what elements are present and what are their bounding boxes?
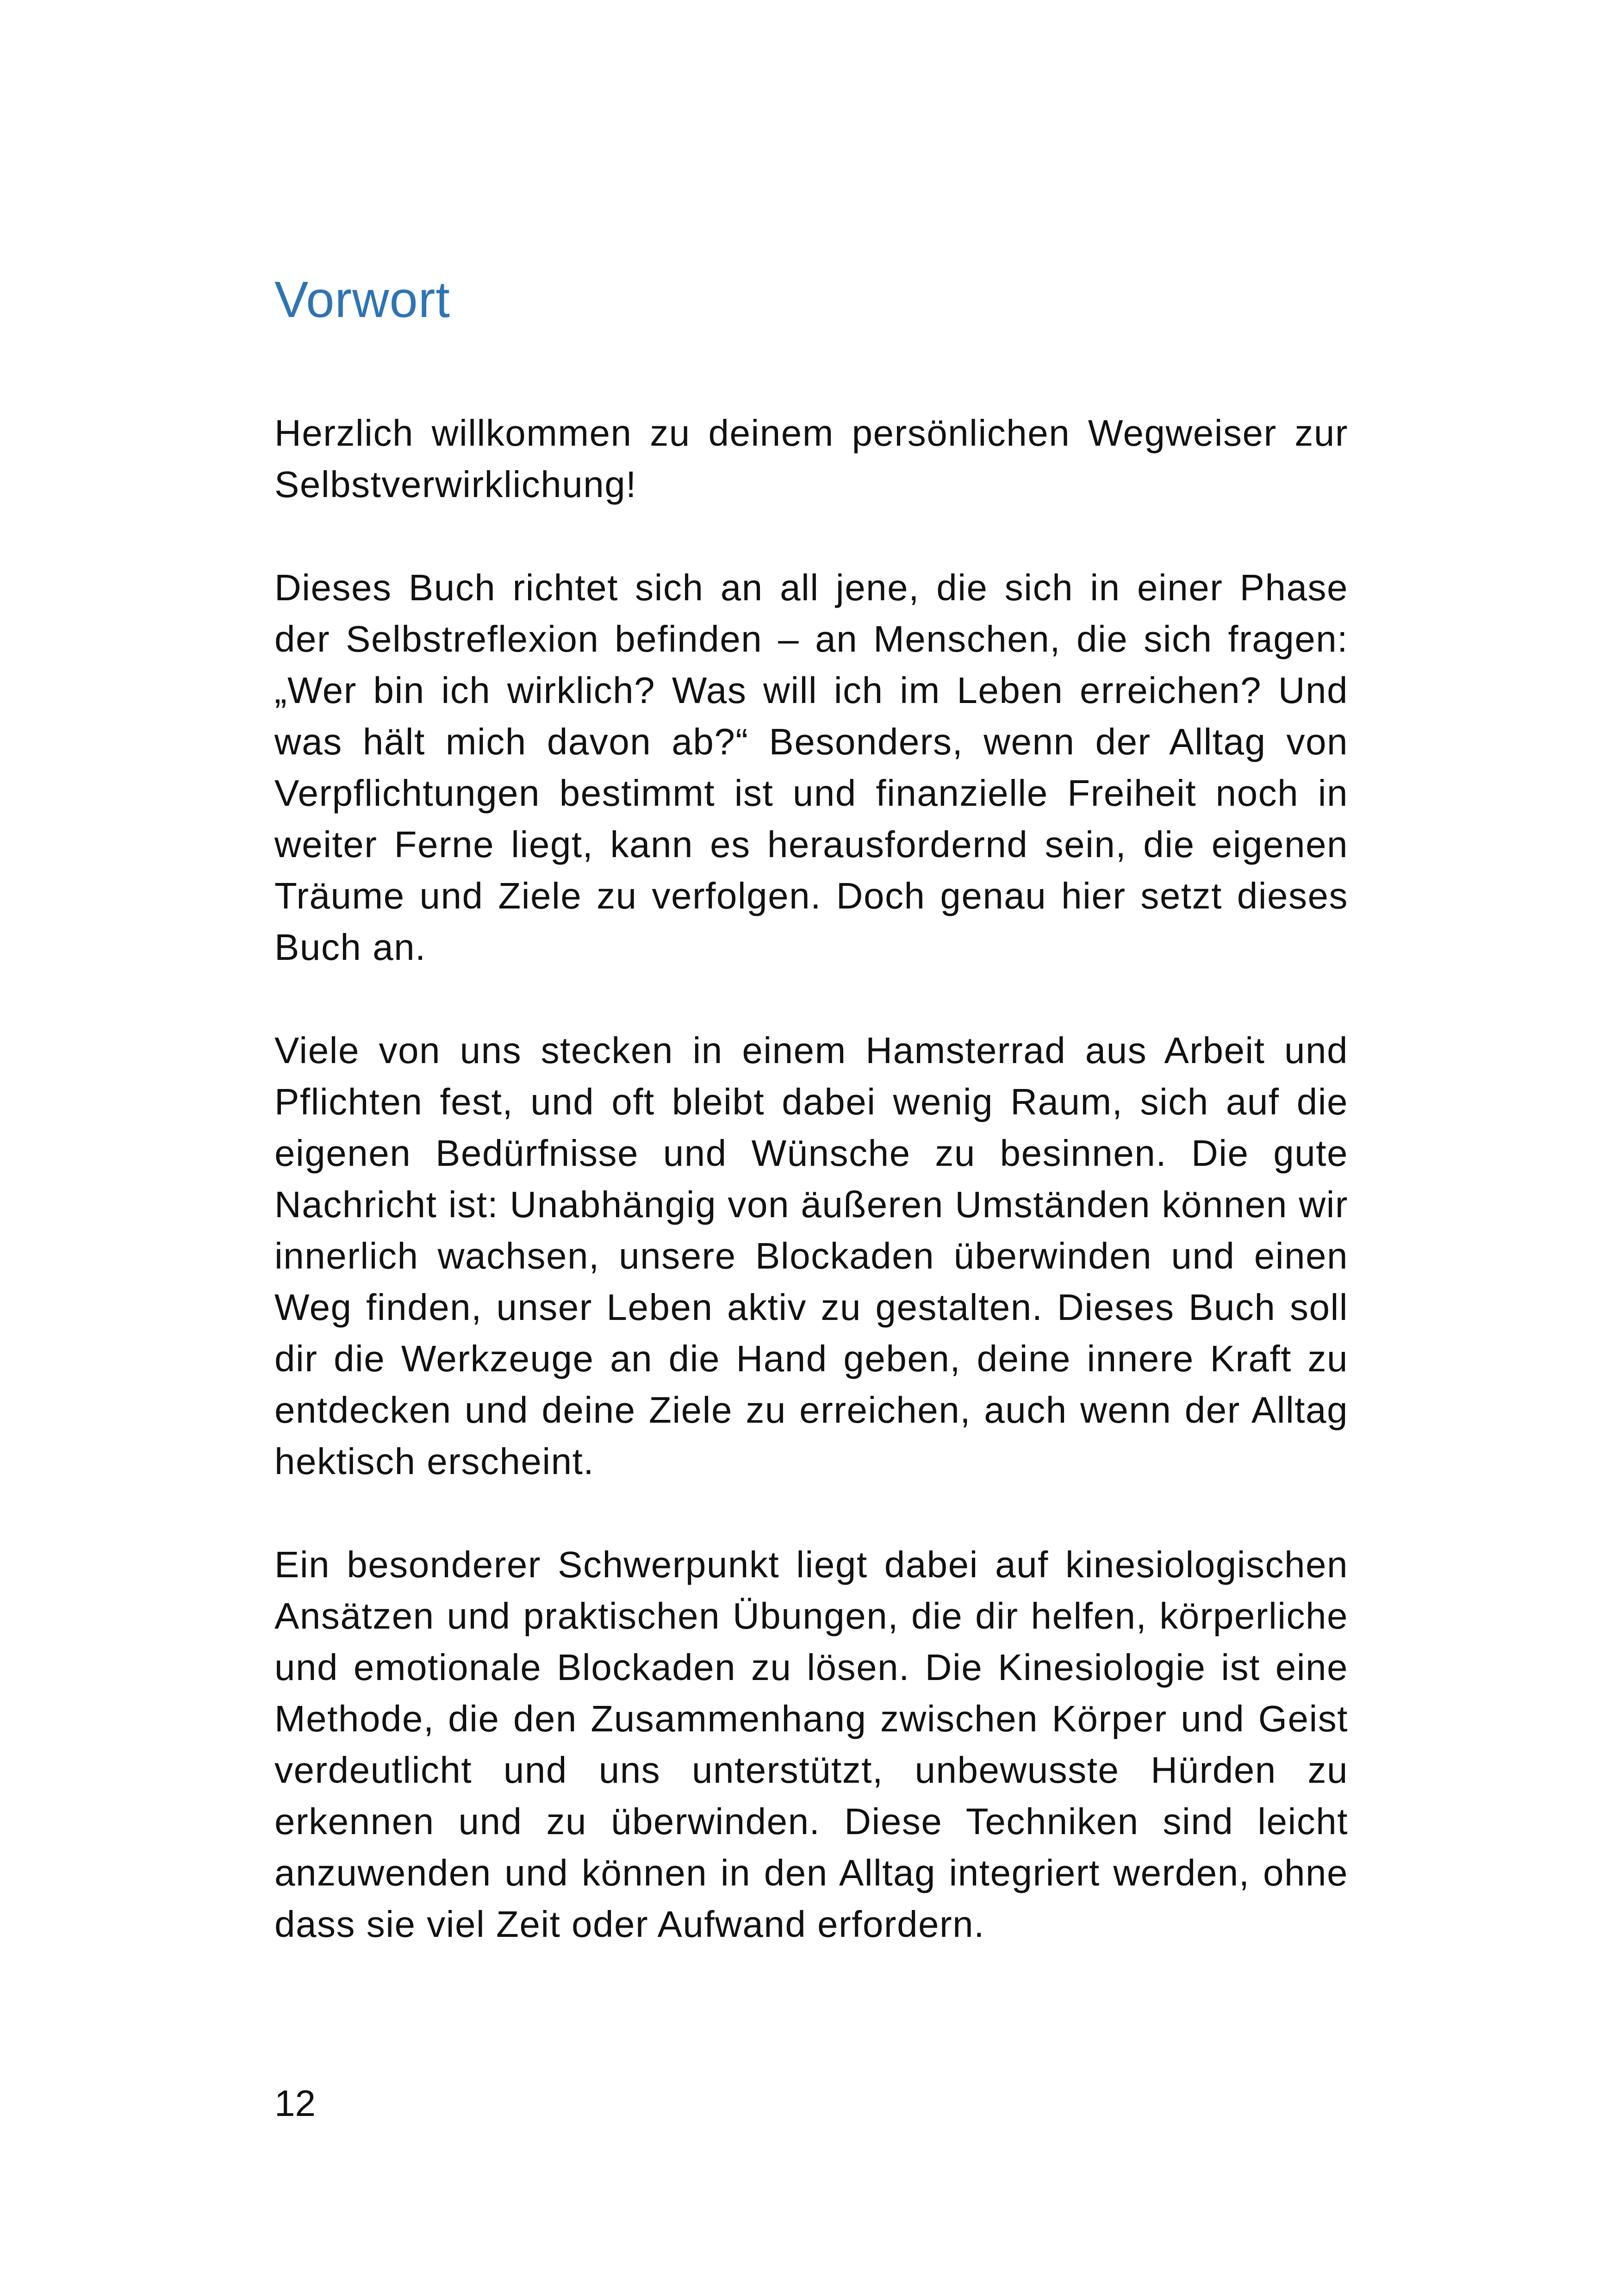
chapter-heading: Vorwort [274, 271, 450, 328]
body-text [274, 407, 1348, 2002]
paragraph-hamster-wheel: Viele von uns stecken in einem Hamsterrad aus Arbeit und Pflichten fest, und oft bleibt dabei wenig Raum, sich auf die eigenen Bedürfnisse und Wünsche zu besinnen. Die gute Nachricht ist: Unabhängig von äußeren Umständen können wir innerlich wachsen, unsere Blockaden überwinden und einen Weg finden, unser Leben aktiv zu gestalten. Dieses Buch soll dir die Werkzeuge an die Hand geben, deine innere Kraft zu entdecken und deine Ziele zu erreichen, auch wenn der Alltag hektisch erscheint. [274, 1030, 1348, 1482]
paragraph-welcome: Herzlich willkommen zu deinem persönlichen Wegweiser zur Selbstverwirklichung! [274, 412, 1348, 505]
paragraph-kinesiology: Ein besonderer Schwerpunkt liegt dabei auf kinesiologischen Ansätzen und praktischen Übungen, die dir helfen, körperliche und emotionale Blockaden zu lösen. Die Kinesiologie ist eine Methode, die den Zusammenhang zwischen Körper und Geist verdeutlicht und uns unterstützt, unbewusste Hürden zu erkennen und zu überwinden. Diese Techniken sind leicht anzuwenden und können in den Alltag integriert werden, ohne dass sie viel Zeit oder Aufwand erfordern. [274, 1544, 1348, 1945]
paragraph-audience: Dieses Buch richtet sich an all jene, die sich in einer Phase der Selbstreflexion befinden – an Menschen, die sich fragen: „Wer bin ich wirklich? Was will ich im Leben erreichen? Und was hält mich davon ab?“ Besonders, wenn der Alltag von Verpflichtungen bestimmt ist und finanzielle Freiheit noch in weiter Ferne liegt, kann es herausfordernd sein, die eigenen Träume und Ziele zu verfolgen. Doch genau hier setzt dieses Buch an. [274, 567, 1348, 968]
page-number: 12 [274, 2083, 316, 2124]
